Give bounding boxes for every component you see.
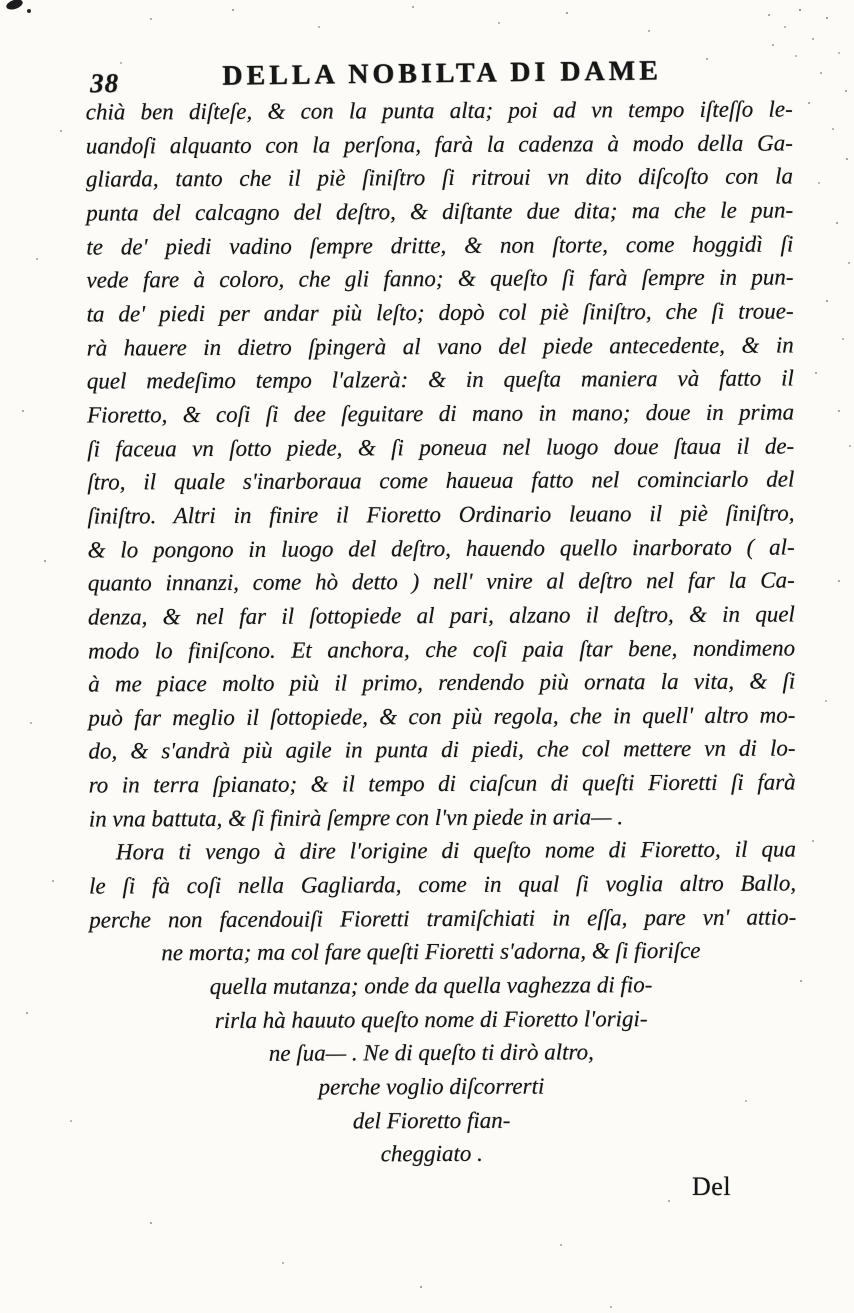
text-line: perche non facendouiſi Fioretti tramiſchiati in eſſa, pare vn' attio- [89,904,797,933]
text-line: ſiniſtro. Altri in finire il Fioretto Ordinario leuano il piè ſiniſtro, [87,500,795,529]
ink-blob-artifact [5,0,24,11]
text-block [86,92,798,1172]
running-title: DELLA NOBILTA DI DAME [222,55,662,92]
text-line: del Fioretto fian- [352,1107,511,1134]
text-line: le ſi fà coſi nella Gagliarda, come in qual ſi voglia altro Ballo, [89,870,797,899]
text-line: do, & s'andrà più agile in punta di piedi, che col mettere vn di lo- [88,735,796,765]
text-line: rirla hà hauuto queſto nome di Fioretto l'origi- [214,1005,648,1033]
text-line: gliarda, tanto che il piè ſiniſtro ſi ritroui vn dito diſcoſto con la [85,163,794,192]
text-line: rà hauere in dietro ſpingerà al vano del piede antecedente, & in [86,332,794,361]
paragraph-2 [89,833,796,937]
text-line: uandoſi alquanto con la perſona, farà la cadenza à modo della Ga- [85,130,793,159]
text-line: cheggiato . [380,1141,483,1167]
page-number: 38 [89,67,120,99]
text-line: chià ben diſteſe, & con la punta alta; poi ad vn tempo iſteſſo le- [85,96,793,125]
text-line: perche voglio diſcorrerti [318,1073,545,1100]
text-line: Fioretto, & coſi ſi dee ſeguitare di mano in mano; doue in prima [86,399,795,428]
ink-speck-artifact [27,9,31,13]
text-line: à me piace molto più il primo, rendendo più ornata la vita, & ſi [88,668,796,697]
text-line: Hora ti vengo à dire l'origine di queſto nome di Fioretto, il qua [115,836,797,865]
text-line: quel medeſimo tempo l'alzerà: & in queſta maniera và fatto il [86,365,794,394]
scan-noise-specks [0,0,2,2]
text-line: ne morta; ma col fare queſti Fioretti s'adorna, & ſi fioriſce [161,938,701,966]
text-line: punta del calcagno del deſtro, & diſtante due dita; ma che le pun- [86,197,794,226]
page-header [88,46,796,99]
text-line: ſtro, il quale s'inarboraua come haueua fatto nel cominciarlo del [87,466,795,495]
text-line: ne ſua— . Ne di queſto ti dirò altro, [268,1039,594,1067]
catchword: Del [692,1172,732,1201]
text-line: quanto innanzi, come hò detto ) nell' vnire al deſtro nel far la Ca- [87,567,795,596]
text-line: ta de' piedi per andar più leſto; dopò col piè ſiniſtro, che ſi troue- [86,298,794,327]
text-line: modo lo finiſcono. Et anchora, che coſi paia ſtar bene, nondimeno [88,634,796,664]
text-line: ro in terra ſpianato; & il tempo di ciaſcun di queſti Fioretti ſi farà [88,769,796,798]
text-line: quella mutanza; onde da quella vaghezza di fio- [209,972,653,1000]
text-line: vede fare à coloro, che gli fanno; & queſto ſi farà ſempre in pun- [86,264,794,293]
paragraph-2-taper [89,934,797,1173]
paragraph-1 [86,92,796,836]
text-line: può far meglio il ſottopiede, & con più regola, che in quell' altro mo- [88,702,796,731]
text-line: ſi faceua vn ſotto piede, & ſi poneua nel luogo doue ſtaua il de- [87,433,795,462]
text-line: & lo pongono in luogo del deſtro, hauendo quello inarborato ( al- [87,533,795,563]
text-line: denza, & nel far il ſottopiede al pari, alzano il deſtro, & in quel [87,601,795,630]
text-line: te de' piedi vadino ſempre dritte, & non ſtorte, come hoggidì ſi [86,231,794,260]
text-line: in vna battuta, & ſi finirà ſempre con l'vn piede in aria— . [88,803,624,832]
